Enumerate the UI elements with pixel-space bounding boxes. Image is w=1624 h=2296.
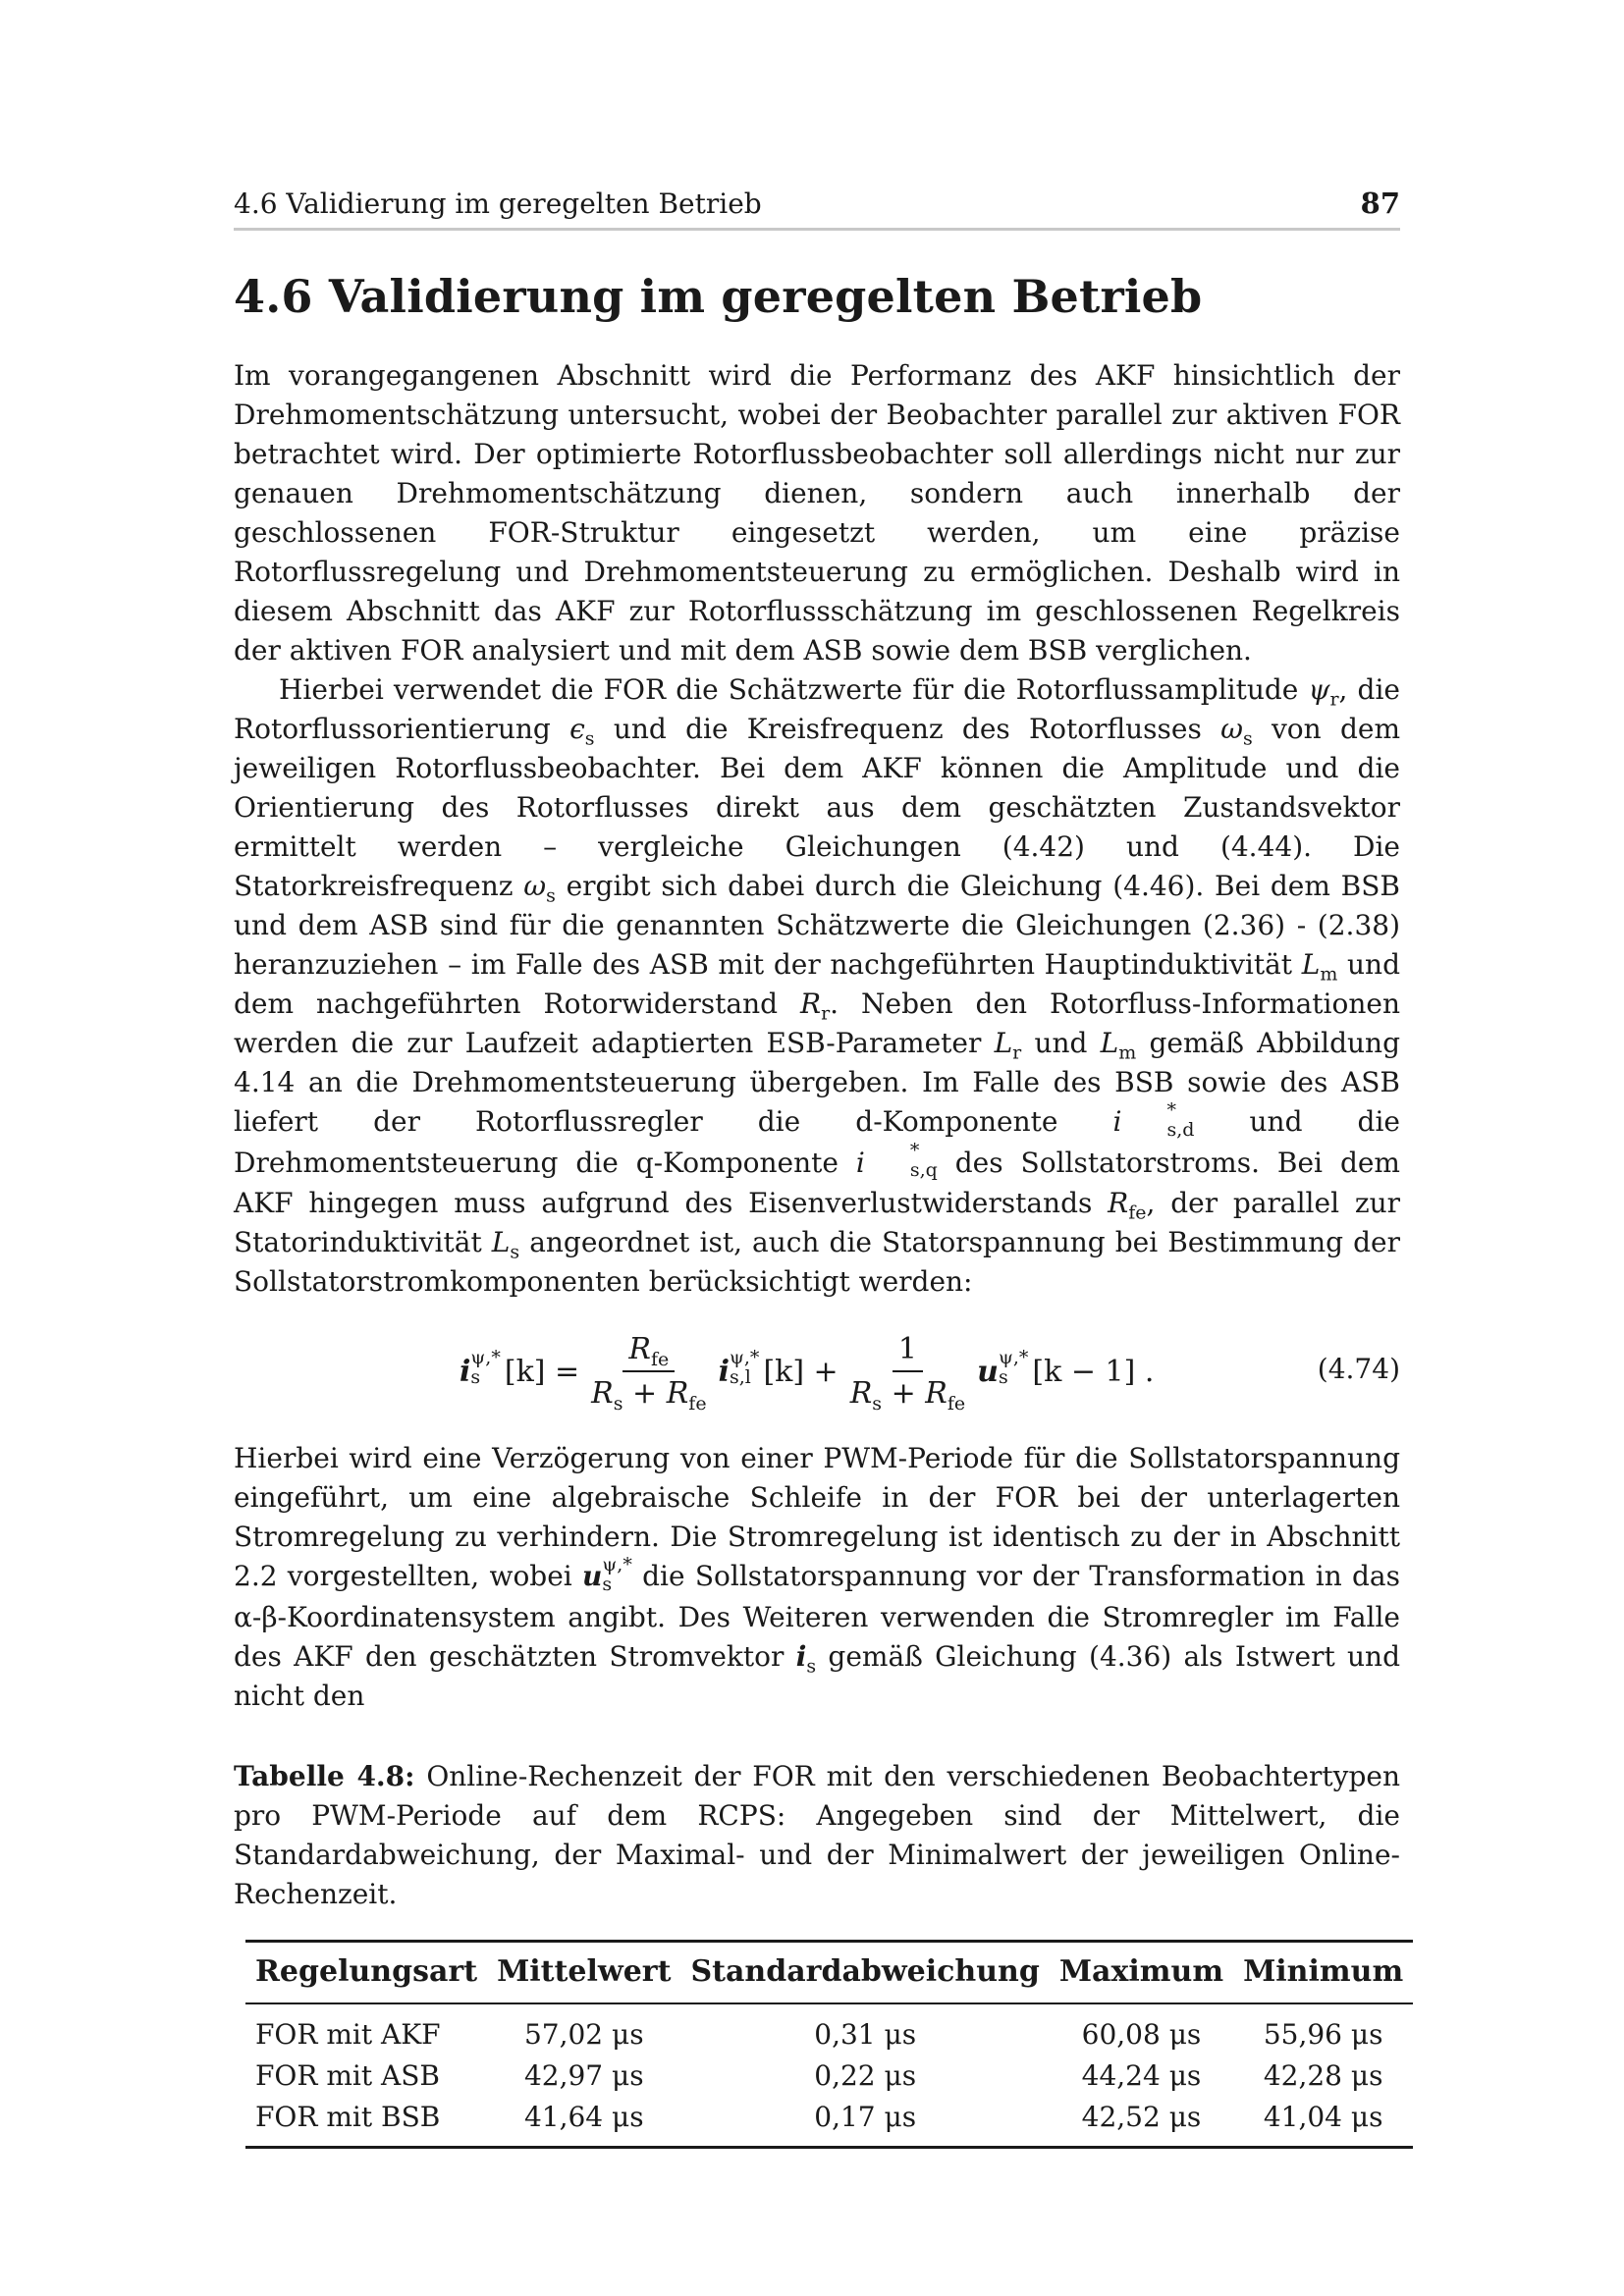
paragraph-1: Im vorangegangenen Abschnitt wird die Performanz des AKF hinsichtlich der Drehmomentschätzung untersucht, wobei der Beobachter parallel zur aktiven FOR betrachtet wird. Der optimierte Rotorflussbeobachter soll allerdings nicht nur zur genauen Drehmomentschätzung dienen, sondern auch innerhalb der geschlossenen FOR-Struktur eingesetzt werden, um eine präzise Rotorflussregelung und Drehmomentsteuerung zu ermöglichen. Deshalb wird in diesem Abschnitt das AKF zur Rotorflussschätzung im geschlossenen Regelkreis der aktiven FOR analysiert und mit dem ASB sowie dem BSB verglichen.	[234, 359, 1400, 667]
table-row	[245, 2056, 1413, 2097]
table-cell: 60,08 μs	[1081, 2017, 1202, 2051]
table-header-cell: Regelungsart	[255, 1953, 478, 1989]
fraction-rfe: $\frac{R_{fe}}{R_s + R_{fe}}$	[591, 1332, 707, 1415]
table-cell: FOR mit ASB	[255, 2058, 441, 2092]
table-header-row	[245, 1941, 1413, 2003]
table-header-cell: Minimum	[1243, 1953, 1404, 1989]
table-cell: FOR mit BSB	[255, 2100, 441, 2133]
table-cell: 41,04 μs	[1263, 2100, 1383, 2133]
equation-4-74	[234, 1317, 1400, 1425]
table-cell: 42,28 μs	[1263, 2058, 1383, 2092]
running-title: 4.6 Validierung im geregelten Betrieb	[234, 187, 762, 220]
table-cell: 0,22 μs	[814, 2058, 917, 2092]
table-cell: 57,02 μs	[523, 2017, 644, 2051]
table-cell: FOR mit AKF	[255, 2017, 441, 2051]
table-row	[245, 2097, 1413, 2148]
table-cell: 0,31 μs	[814, 2017, 917, 2051]
table-cell: 42,52 μs	[1081, 2100, 1202, 2133]
paragraph-3: Hierbei wird eine Verzögerung von einer PWM-Periode für die Sollstatorspannung eingeführt, um eine algebraische Schleife in der FOR bei der unterlagerten Stromregelung zu verhindern. Die Stromregelung ist identisch zu der in Abschnitt 2.2 vorgestellten, wobei u ψ,* s die Sollstatorspannung vor der Transformation in das α-β-Koordinatensystem angibt. Des Weiteren verwenden die Stromregler im Falle des AKF den geschätzten Stromvektor $i_s$ gemäß Gleichung (4.36) als Istwert und nicht den	[234, 1442, 1400, 1712]
section-title: 4.6 Validierung im geregelten Betrieb	[234, 270, 1203, 323]
table-cell: 55,96 μs	[1263, 2017, 1383, 2051]
table-row	[245, 2003, 1413, 2056]
runtime-table	[245, 1940, 1413, 2149]
table-caption: Tabelle 4.8: Online-Rechenzeit der FOR mit den verschiedenen Beobachtertypen pro PWM-Periode auf dem RCPS: Angegeben sind der Mittelwert, die Standardabweichung, der Maximal- und der Minimalwert der jeweiligen Online-Rechenzeit.	[234, 1759, 1400, 1910]
paragraph-2: Hierbei verwendet die FOR die Schätzwerte für die Rotorflussamplitude $\psi_r$, die Rotorflussorientierung $\epsilon_s$ und die Kreisfrequenz des Rotorflusses $\omega_s$ von dem jeweiligen Rotorflussbeobachter. Bei dem AKF können die Amplitude und die Orientierung des Rotorflusses direkt aus dem geschätzten Zustandsvektor ermittelt werden – vergleiche Gleichungen (4.42) und (4.44). Die Statorkreisfrequenz $\omega_s$ ergibt sich dabei durch die Gleichung (4.46). Bei dem BSB und dem ASB sind für die genannten Schätzwerte die Gleichungen (2.36) - (2.38) heranzuziehen – im Falle des ASB mit der nachgeführten Hauptinduktivität $L_m$ und dem nachgeführten Rotorwiderstand $R_r$. Neben den Rotorfluss-Informationen werden die zur Laufzeit adaptierten ESB-Parameter $L_r$ und $L_m$ gemäß Abbildung 4.14 an die Drehmomentsteuerung übergeben. Im Falle des BSB sowie des ASB liefert der Rotorflussregler die d-Komponente i * s,d und die Drehmomentsteuerung die q-Komponente i * s,q des Sollstatorstroms. Bei dem AKF hingegen muss aufgrund des Eisenverlustwiderstands $R_{fe}$, der parallel zur Statorinduktivität $L_s$ angeordnet ist, auch die Statorspannung bei Bestimmung der Sollstatorstromkomponenten berücksichtigt werden:	[234, 673, 1401, 1298]
equation-number: (4.74)	[1317, 1353, 1400, 1385]
table-cell: 44,24 μs	[1081, 2058, 1202, 2092]
table-cell: 42,97 μs	[523, 2058, 644, 2092]
page-number: 87	[1360, 187, 1400, 220]
document-page	[234, 187, 1404, 2149]
table-cell: 0,17 μs	[814, 2100, 917, 2133]
table-header-cell: Maximum	[1058, 1953, 1224, 1989]
table-header-cell: Standardabweichung	[690, 1953, 1040, 1989]
equation-body: i ψ,* s [k] = $\frac{R_{fe}}{R_s + R_{fe}}$ i ψ,* s,l [k] + $\frac{1}{R_s + R_{fe}}$ u ψ,* s [k − 1] .	[460, 1332, 1155, 1415]
table-header-cell: Mittelwert	[497, 1953, 672, 1989]
table-cell: 41,64 μs	[523, 2100, 644, 2133]
running-header	[234, 187, 1400, 231]
fraction-one: $\frac{1}{R_s + R_{fe}}$	[849, 1332, 966, 1415]
